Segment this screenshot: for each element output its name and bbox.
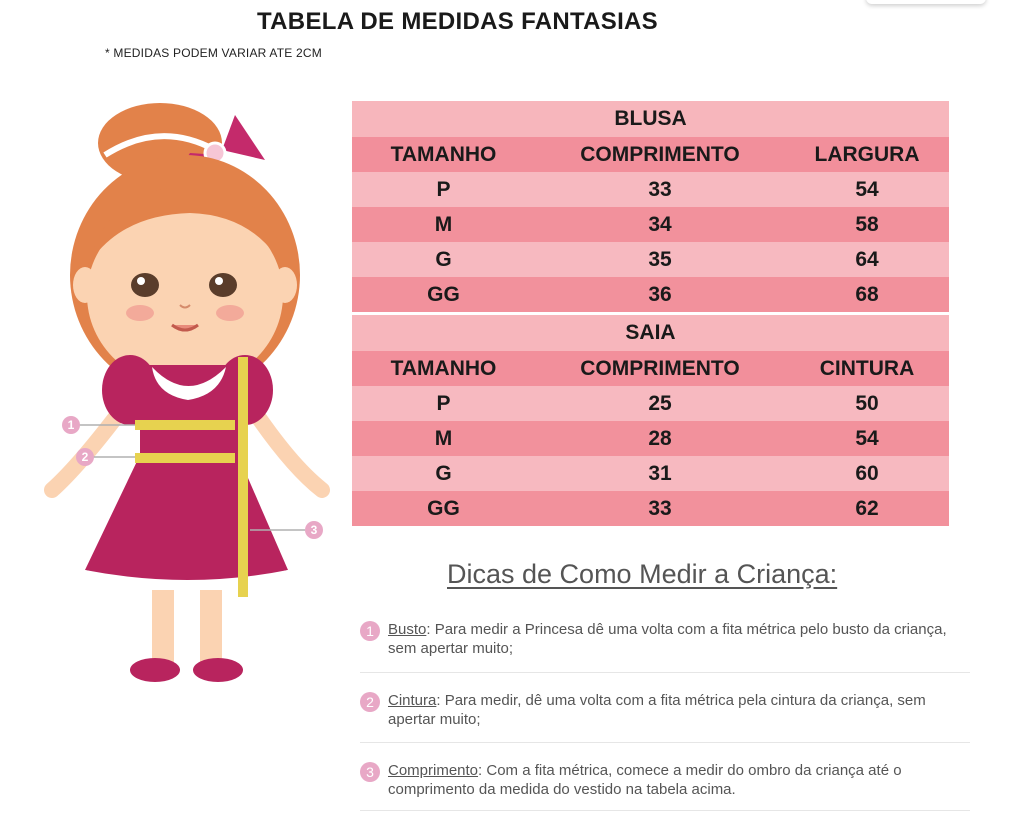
table-row bbox=[352, 172, 949, 207]
size-cell: G bbox=[435, 247, 452, 271]
length-cell: 28 bbox=[648, 426, 672, 450]
tip-text: : Com a fita métrica, comece a medir do ombro da criança até o comprimento da medida do vestido na tabela acima. bbox=[388, 762, 902, 798]
width-cell: 54 bbox=[855, 177, 879, 201]
marker-3: 3 bbox=[305, 521, 323, 539]
length-cell: 33 bbox=[648, 177, 672, 201]
length-cell: 33 bbox=[648, 496, 672, 520]
tip-text: : Para medir, dê uma volta com a fita métrica pela cintura da criança, sem apertar muito; bbox=[388, 692, 926, 728]
column-header-tamanho: TAMANHO bbox=[390, 356, 497, 380]
table-row bbox=[352, 277, 949, 312]
tip-number-badge: 3 bbox=[360, 762, 380, 782]
blusa-header-row bbox=[352, 137, 949, 172]
divider bbox=[360, 672, 970, 673]
column-header-cintura: CINTURA bbox=[819, 356, 915, 380]
table-row bbox=[352, 421, 949, 456]
tip-body bbox=[388, 761, 970, 799]
table-row bbox=[352, 207, 949, 242]
tip-label: Comprimento bbox=[388, 762, 479, 779]
divider bbox=[360, 810, 970, 811]
size-cell: GG bbox=[427, 496, 460, 520]
table-row bbox=[352, 386, 949, 421]
table-row bbox=[352, 491, 949, 526]
length-cell: 36 bbox=[648, 282, 672, 306]
tip-number-badge: 1 bbox=[360, 621, 380, 641]
girl-illustration bbox=[40, 95, 340, 695]
tip-number-badge: 2 bbox=[360, 692, 380, 712]
width-cell: 64 bbox=[855, 247, 879, 271]
tip-body bbox=[388, 691, 970, 729]
tip-text: : Para medir a Princesa dê uma volta com a fita métrica pelo busto da criança, sem apertar muito; bbox=[388, 621, 947, 657]
column-header-comprimento: COMPRIMENTO bbox=[580, 356, 740, 380]
column-header-comprimento: COMPRIMENTO bbox=[580, 142, 740, 166]
waist-cell: 50 bbox=[855, 391, 879, 415]
size-cell: GG bbox=[427, 282, 460, 306]
column-header-largura: LARGURA bbox=[814, 142, 920, 166]
tip-body bbox=[388, 620, 970, 658]
top-card-edge bbox=[866, 0, 986, 4]
saia-header-row bbox=[352, 351, 949, 386]
size-cell: P bbox=[436, 177, 451, 201]
table-row bbox=[352, 456, 949, 491]
waist-cell: 62 bbox=[855, 496, 879, 520]
saia-table bbox=[352, 315, 949, 526]
marker-1: 1 bbox=[62, 416, 80, 434]
saia-title: SAIA bbox=[625, 321, 676, 344]
waist-cell: 54 bbox=[855, 426, 879, 450]
tip-label: Busto bbox=[388, 621, 427, 638]
saia-title-row bbox=[352, 315, 949, 351]
marker-2: 2 bbox=[76, 448, 94, 466]
length-cell: 25 bbox=[648, 391, 672, 415]
page-title: TABELA DE MEDIDAS FANTASIAS bbox=[257, 8, 658, 35]
tip-label: Cintura bbox=[388, 692, 437, 709]
blusa-title-row bbox=[352, 101, 949, 137]
column-header-tamanho: TAMANHO bbox=[390, 142, 497, 166]
width-cell: 58 bbox=[855, 212, 879, 236]
size-cell: M bbox=[434, 426, 453, 450]
size-cell: G bbox=[435, 461, 452, 485]
measurement-note: * MEDIDAS PODEM VARIAR ATE 2CM bbox=[105, 46, 322, 60]
table-row bbox=[352, 242, 949, 277]
size-cell: P bbox=[436, 391, 451, 415]
size-cell: M bbox=[434, 212, 453, 236]
tip-busto bbox=[360, 620, 970, 658]
length-cell: 31 bbox=[648, 461, 672, 485]
blusa-title: BLUSA bbox=[614, 107, 687, 130]
blusa-table bbox=[352, 101, 949, 312]
length-cell: 34 bbox=[648, 212, 672, 236]
tip-comprimento bbox=[360, 761, 970, 799]
waist-cell: 60 bbox=[855, 461, 879, 485]
width-cell: 68 bbox=[855, 282, 879, 306]
divider bbox=[360, 742, 970, 743]
length-cell: 35 bbox=[648, 247, 672, 271]
tips-title: Dicas de Como Medir a Criança: bbox=[447, 559, 838, 589]
tip-cintura bbox=[360, 691, 970, 729]
